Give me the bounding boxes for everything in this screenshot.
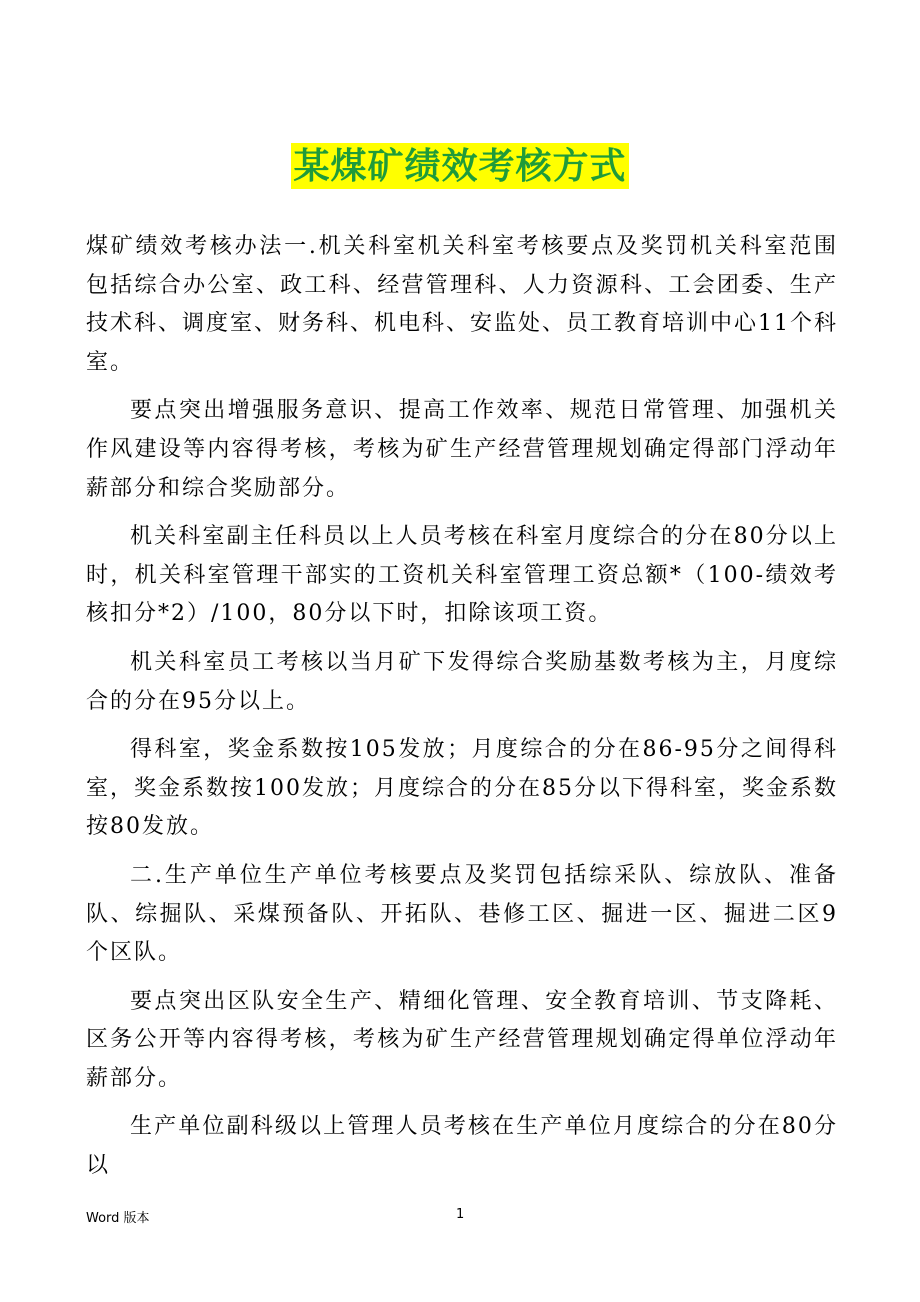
document-title: 某煤矿绩效考核方式 [293, 145, 627, 187]
paragraph-1: 煤矿绩效考核办法一.机关科室机关科室考核要点及奖罚机关科室范围包括综合办公室、政工科、经营管理科、人力资源科、工会团委、生产技术科、调度室、财务科、机电科、安监处、员工教育培训中心11个科室。 [86, 234, 838, 375]
paragraph-3: 机关科室副主任科员以上人员考核在科室月度综合的分在80分以上时，机关科室管理干部实的工资机关科室管理工资总额*（100-绩效考核扣分*2）/100，80分以下时，扣除该项工资。 [86, 524, 838, 627]
paragraph-2: 要点突出增强服务意识、提高工作效率、规范日常管理、加强机关作风建设等内容得考核，考核为矿生产经营管理规划确定得部门浮动年薪部分和综合奖励部分。 [86, 398, 838, 501]
document-body [86, 228, 838, 1196]
title-container [0, 143, 920, 189]
paragraph-6: 二.生产单位生产单位考核要点及奖罚包括综采队、综放队、准备队、综掘队、采煤预备队、开拓队、巷修工区、掘进一区、掘进二区9个区队。 [86, 862, 838, 966]
page-number: 1 [456, 1207, 465, 1222]
paragraph-4: 机关科室员工考核以当月矿下发得综合奖励基数考核为主，月度综合的分在95分以上。 [86, 649, 838, 714]
paragraph-7: 要点突出区队安全生产、精细化管理、安全教育培训、节支降耗、区务公开等内容得考核，考核为矿生产经营管理规划确定得单位浮动年薪部分。 [86, 988, 838, 1091]
footer-label: Word 版本 [86, 1211, 150, 1226]
paragraph-8: 生产单位副科级以上管理人员考核在生产单位月度综合的分在80分以 [86, 1114, 838, 1179]
paragraph-5: 得科室，奖金系数按105发放；月度综合的分在86-95分之间得科室，奖金系数按100发放；月度综合的分在85分以下得科室，奖金系数按80发放。 [86, 737, 838, 840]
